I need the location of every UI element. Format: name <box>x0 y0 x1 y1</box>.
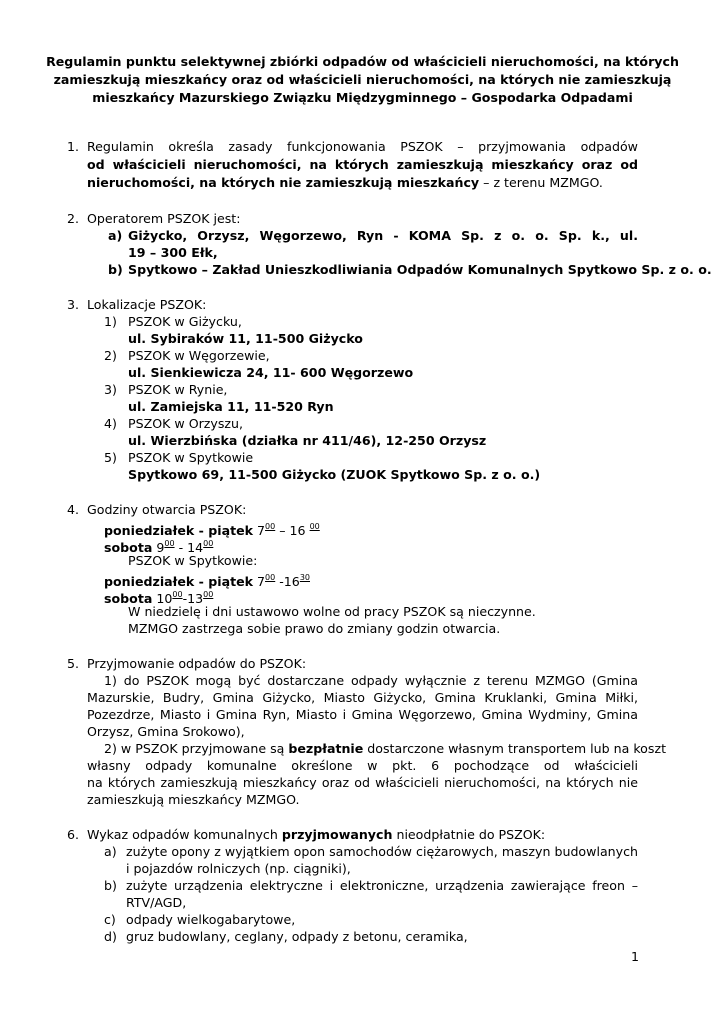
section-6-heading <box>87 826 545 843</box>
spytkowo-saturday-label: sobota <box>104 591 153 606</box>
section-4-number: 4. <box>67 502 80 517</box>
waste-item-a-marker: a) <box>104 844 117 859</box>
title-line-1: Regulamin punktu selektywnej zbiórki odpadów od właścicieli nieruchomości, na których <box>46 54 679 69</box>
location-3-marker: 3) <box>104 382 117 397</box>
section-1-line-3-bold: nieruchomości, na których nie zamieszkują mieszkańcy <box>87 175 480 190</box>
section-5-point-2-line-1 <box>104 740 666 757</box>
saturday-open-minutes: 00 <box>164 539 175 548</box>
saturday-label: sobota <box>104 540 153 555</box>
section-3-heading: Lokalizacje PSZOK: <box>87 297 207 312</box>
section-1-line-3-rest: – z terenu MZMGO. <box>479 175 603 190</box>
section-5-point-2-prefix: 2) w PSZOK przyjmowane są <box>104 741 289 756</box>
spytkowo-weekday-open-minutes: 00 <box>265 573 276 582</box>
spytkowo-hours-heading: PSZOK w Spytkowie: <box>128 553 258 568</box>
section-2-item-b-marker: b) <box>108 262 123 277</box>
spytkowo-weekday-open-hour: 7 <box>253 574 266 589</box>
waste-item-c-line-1: odpady wielkogabarytowe, <box>126 912 296 927</box>
waste-item-d-line-1: gruz budowlany, ceglany, odpady z betonu, ceramika, <box>126 929 468 944</box>
section-2-item-b-line-1: Spytkowo – Zakład Unieszkodliwiania Odpadów Komunalnych Spytkowo Sp. z o. o. <box>128 262 712 277</box>
section-5-heading: Przyjmowanie odpadów do PSZOK: <box>87 656 307 671</box>
waste-item-b-line-2: RTV/AGD, <box>126 895 187 910</box>
saturday-close-minutes: 00 <box>203 539 214 548</box>
hours-note-1: W niedzielę i dni ustawowo wolne od pracy PSZOK są nieczynne. <box>128 604 536 619</box>
section-5-point-1-line-4: Orzysz, Gmina Srokowo), <box>87 724 245 739</box>
location-1-name: PSZOK w Giżycku, <box>128 314 242 329</box>
weekday-close-hour: – 16 <box>275 523 310 538</box>
section-2-item-a-line-2: 19 – 300 Ełk, <box>128 245 218 260</box>
section-2-item-a-line-1: Giżycko, Orzysz, Węgorzewo, Ryn - KOMA Sp. z o. o. Sp. k., ul. <box>128 228 638 243</box>
saturday-close-hour: - 14 <box>174 540 204 555</box>
section-1-line-1: Regulamin określa zasady funkcjonowania PSZOK – przyjmowania odpadów <box>87 139 638 154</box>
title-line-2: zamieszkują mieszkańcy oraz od właścicieli nieruchomości, na których nie zamieszkują <box>53 72 672 87</box>
spytkowo-saturday-close-minutes: 00 <box>203 590 214 599</box>
waste-item-b-marker: b) <box>104 878 117 893</box>
section-6-heading-bold: przyjmowanych <box>281 827 393 842</box>
section-5-point-1-line-3: Pozezdrze, Miasto i Gmina Ryn, Miasto i Gmina Węgorzewo, Gmina Wydminy, Gmina <box>87 707 638 722</box>
section-5-point-1-line-1: 1) do PSZOK mogą być dostarczane odpady wyłącznie z terenu MZMGO (Gmina <box>104 673 638 688</box>
section-6-heading-suffix: nieodpłatnie do PSZOK: <box>392 827 546 842</box>
waste-item-c-marker: c) <box>104 912 116 927</box>
section-5-point-2-line-4: zamieszkują mieszkańcy MZMGO. <box>87 792 300 807</box>
spytkowo-weekday-label: poniedziałek - piątek <box>104 574 254 589</box>
waste-item-d-marker: d) <box>104 929 117 944</box>
section-1-line-2: od właścicieli nieruchomości, na których zamieszkują mieszkańcy oraz od <box>87 157 638 172</box>
section-3-number: 3. <box>67 297 80 312</box>
location-4-marker: 4) <box>104 416 117 431</box>
spytkowo-weekday-close-minutes: 30 <box>299 573 310 582</box>
saturday-open-hour: 9 <box>152 540 165 555</box>
section-5-point-2-bold: bezpłatnie <box>288 741 364 756</box>
section-1-line-3 <box>87 174 603 191</box>
location-3-address: ul. Zamiejska 11, 11-520 Ryn <box>128 399 334 414</box>
spytkowo-saturday-open-minutes: 00 <box>172 590 183 599</box>
location-1-marker: 1) <box>104 314 117 329</box>
page-number: 1 <box>631 949 640 964</box>
section-2-number: 2. <box>67 211 80 226</box>
section-5-point-2-line-2: własny odpady komunalne określone w pkt. 6 pochodzące od właścicieli <box>87 758 638 773</box>
weekday-close-minutes: 00 <box>309 522 320 531</box>
title-line-3: mieszkańcy Mazurskiego Związku Międzygminnego – Gospodarka Odpadami <box>92 90 633 105</box>
location-4-name: PSZOK w Orzyszu, <box>128 416 244 431</box>
location-2-marker: 2) <box>104 348 117 363</box>
section-6-number: 6. <box>67 827 80 842</box>
location-3-name: PSZOK w Rynie, <box>128 382 228 397</box>
section-6-heading-prefix: Wykaz odpadów komunalnych <box>87 827 282 842</box>
section-2-heading: Operatorem PSZOK jest: <box>87 211 241 226</box>
location-2-name: PSZOK w Węgorzewie, <box>128 348 270 363</box>
section-5-point-2-line-3: na których zamieszkują mieszkańcy oraz od właścicieli nieruchomości, na których nie <box>87 775 638 790</box>
section-5-number: 5. <box>67 656 80 671</box>
weekday-label: poniedziałek - piątek <box>104 523 254 538</box>
waste-item-a-line-1: zużyte opony z wyjątkiem opon samochodów ciężarowych, maszyn budowlanych <box>126 844 638 859</box>
spytkowo-weekday-close-hour: -16 <box>275 574 300 589</box>
location-2-address: ul. Sienkiewicza 24, 11- 600 Węgorzewo <box>128 365 414 380</box>
section-5-point-2-suffix: dostarczone własnym transportem lub na koszt <box>363 741 667 756</box>
weekday-open-hour: 7 <box>253 523 266 538</box>
location-1-address: ul. Sybiraków 11, 11-500 Giżycko <box>128 331 363 346</box>
section-1-number: 1. <box>67 139 80 154</box>
location-5-name: PSZOK w Spytkowie <box>128 450 254 465</box>
weekday-open-minutes: 00 <box>265 522 276 531</box>
location-4-address: ul. Wierzbińska (działka nr 411/46), 12-250 Orzysz <box>128 433 487 448</box>
hours-note-2: MZMGO zastrzega sobie prawo do zmiany godzin otwarcia. <box>128 621 501 636</box>
spytkowo-saturday-open-hour: 10 <box>152 591 173 606</box>
location-5-marker: 5) <box>104 450 117 465</box>
section-2-item-a-marker: a) <box>108 228 123 243</box>
waste-item-b-line-1: zużyte urządzenia elektryczne i elektroniczne, urządzenia zawierające freon – <box>126 878 638 893</box>
section-4-heading: Godziny otwarcia PSZOK: <box>87 502 247 517</box>
waste-item-a-line-2: i pojazdów rolniczych (np. ciągniki), <box>126 861 351 876</box>
section-5-point-1-line-2: Mazurskie, Budry, Gmina Giżycko, Miasto Giżycko, Gmina Kruklanki, Gmina Miłki, <box>87 690 638 705</box>
location-5-address: Spytkowo 69, 11-500 Giżycko (ZUOK Spytkowo Sp. z o. o.) <box>128 467 541 482</box>
spytkowo-saturday-close-hour: -13 <box>182 591 204 606</box>
